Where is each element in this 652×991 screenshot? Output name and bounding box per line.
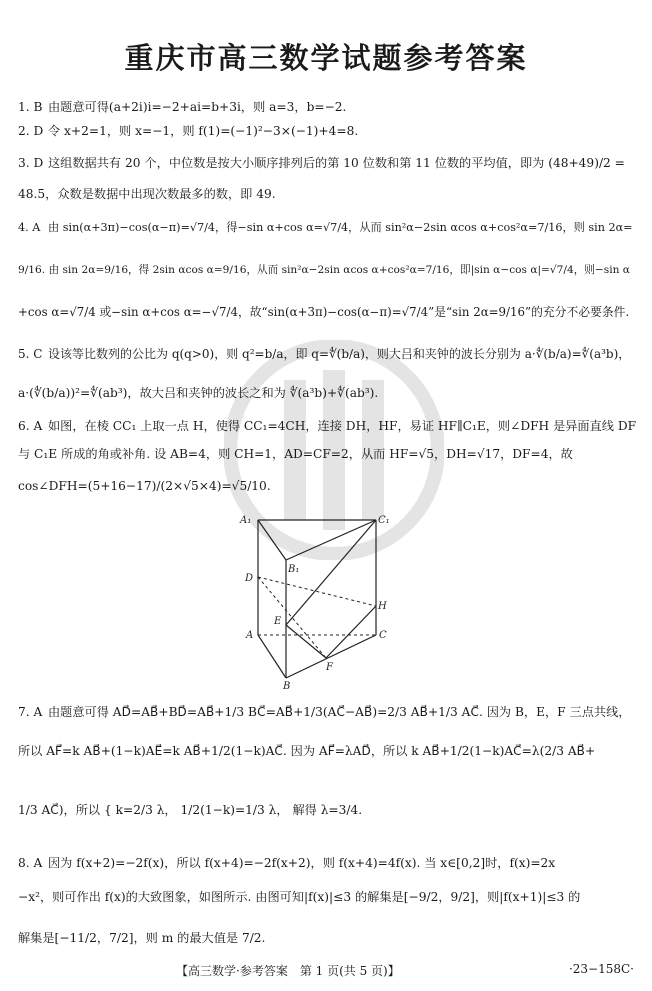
page-title: 重庆市高三数学试题参考答案: [124, 41, 528, 75]
label-a: A: [246, 630, 254, 641]
label-f: F: [326, 662, 333, 673]
answer-line: 2. D 令 x+2=1，则 x=−1，则 f(1)=(−1)²−3×(−1)+4=8.: [18, 124, 359, 138]
answer-line: 8. A 因为 f(x+2)=−2f(x)，所以 f(x+4)=−2f(x+2)，则 f(x+4)=4f(x). 当 x∈[0,2]时，f(x)=2x: [18, 856, 556, 870]
answer-line: 解集是[−11/2，7/2]，则 m 的最大值是 7/2.: [18, 931, 266, 945]
answer-line: 与 C₁E 所成的角或补角. 设 AB=4，则 CH=1，AD=CF=2，从而 HF=√5，DH=√17，DF=4，故: [18, 447, 573, 461]
label-a1: A₁: [240, 515, 252, 526]
answer-line: 所以 AF⃗=k AB⃗+(1−k)AE⃗=k AB⃗+1/2(1−k)AC⃗. 因为 AF⃗=λAD⃗，所以 k AB⃗+1/2(1−k)AC⃗=λ(2/3 AB⃗+: [18, 744, 596, 758]
label-c: C: [379, 630, 387, 641]
answer-line: 1. B 由题意可得(a+2i)i=−2+ai=b+3i，则 a=3，b=−2.: [18, 100, 347, 114]
footer-code: ·23−158C·: [568, 962, 634, 976]
answer-line: 4. A 由 sin(α+3π)−cos(α−π)=√7/4，得−sin α+cos α=√7/4，从而 sin²α−2sin αcos α+cos²α=7/16，则 sin 2α=: [18, 221, 633, 234]
answer-line: 3. D 这组数据共有 20 个，中位数是按大小顺序排列后的第 10 位数和第 11 位数的平均值，即为 (48+49)/2 =: [18, 156, 625, 170]
answer-line: 48.5，众数是数据中出现次数最多的数，即 49.: [18, 187, 276, 201]
answer-line: cos∠DFH=(5+16−17)/(2×√5×4)=√5/10.: [18, 479, 271, 493]
label-b: B: [283, 681, 291, 690]
label-h: H: [378, 601, 387, 612]
answer-line: 1/3 AC⃗)，所以 { k=2/3 λ， 1/2(1−k)=1/3 λ， 解得 λ=3/4.: [18, 803, 363, 817]
label-e: E: [274, 616, 282, 627]
answer-line: +cos α=√7/4 或−sin α+cos α=−√7/4，故“sin(α+3π)−cos(α−π)=√7/4”是“sin 2α=9/16”的充分不必要条件.: [18, 305, 630, 319]
prism-figure: [230, 510, 400, 690]
answer-line: 9/16. 由 sin 2α=9/16，得 2sin αcos α=9/16，从而 sin²α−2sin αcos α+cos²α=7/16，即|sin α−cos α|=√7/4，则−sin α: [18, 264, 630, 276]
answer-line: −x²，则可作出 f(x)的大致图象，如图所示. 由图可知|f(x)|≤3 的解集是[−9/2，9/2]，则|f(x+1)|≤3 的: [18, 890, 581, 904]
answer-line: 5. C 设该等比数列的公比为 q(q>0)，则 q²=b/a，即 q=∜(b/a)，则大吕和夹钟的波长分别为 a·∜(b/a)=∜(a³b)，: [18, 347, 631, 361]
answer-line: 7. A 由题意可得 AD⃗=AB⃗+BD⃗=AB⃗+1/3 BC⃗=AB⃗+1/3(AC⃗−AB⃗)=2/3 AB⃗+1/3 AC⃗. 因为 B，E，F 三点共线，: [18, 705, 631, 719]
footer-page-info: 【高三数学·参考答案 第 1 页(共 5 页)】: [176, 964, 400, 978]
label-b1: B₁: [288, 564, 300, 575]
label-d: D: [245, 573, 254, 584]
answer-line: a·(∜(b/a))²=∜(ab³)，故大吕和夹钟的波长之和为 ∜(a³b)+∜(ab³).: [18, 386, 379, 400]
answer-line: 6. A 如图，在棱 CC₁ 上取一点 H，使得 CC₁=4CH，连接 DH，HF，易证 HF∥C₁E，则∠DFH 是异面直线 DF: [18, 419, 637, 433]
label-c1: C₁: [378, 515, 390, 526]
